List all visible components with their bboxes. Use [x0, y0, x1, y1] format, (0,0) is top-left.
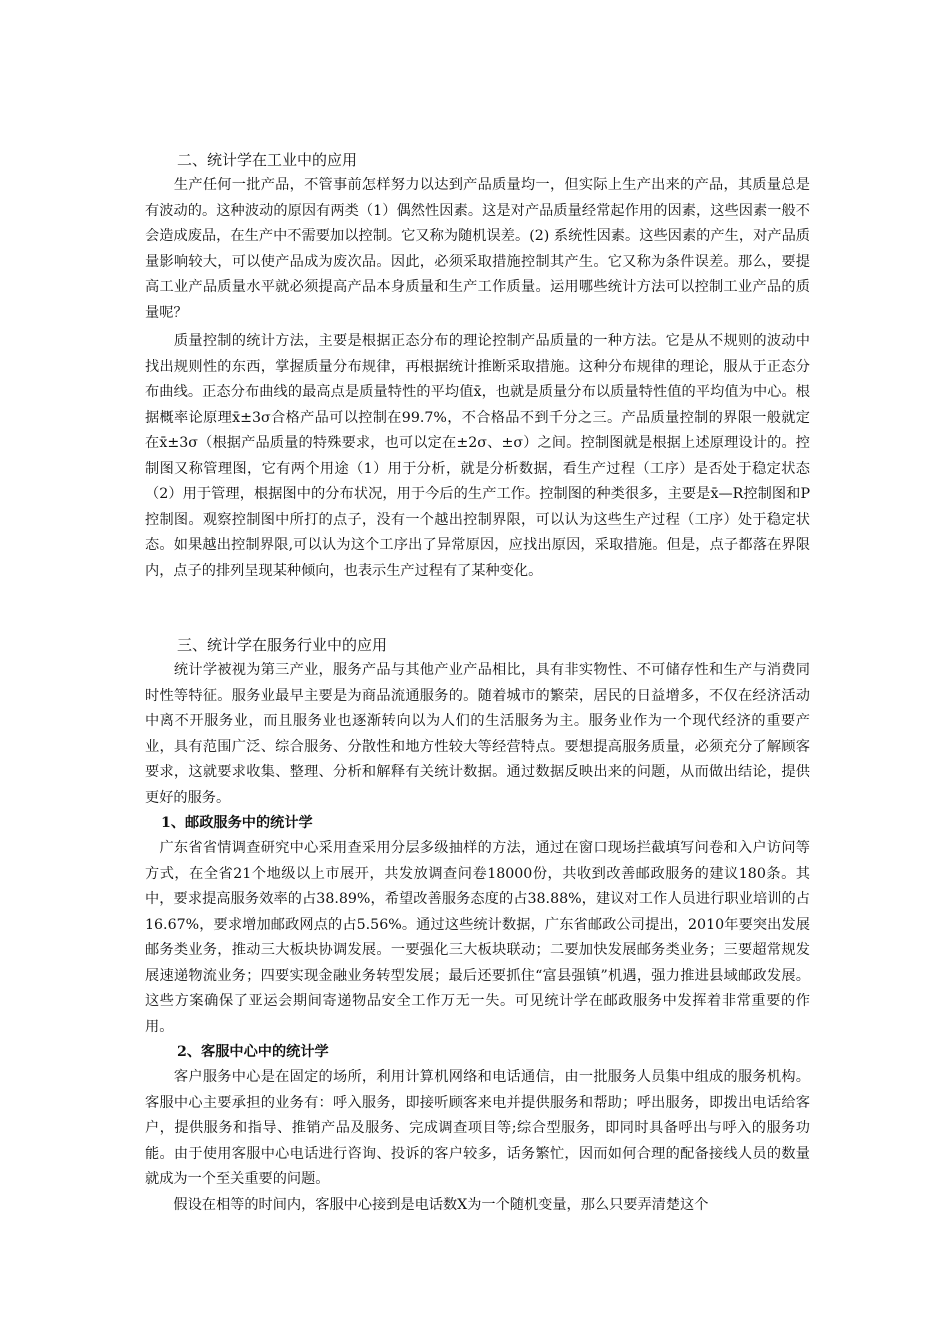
document-page	[145, 148, 810, 1233]
paragraph-quality-control: 质量控制的统计方法，主要是根据正态分布的理论控制产品质量的一种方法。它是从不规则的波动中找出规则性的东西，掌握质量分布规律，再根据统计推断采取措施。这种分布规律的理论，服从于正态分布曲线。正态分布曲线的最高点是质量特性的平均值x̄，也就是质量分布以质量特性值的平均值为中心。根据概率论原理x̄±3σ合格产品可以控制在99.7%，不合格品不到千分之三。产品质量控制的界限一般就定在x̄±3σ（根据产品质量的特殊要求，也可以定在±2σ、±σ）之间。控制图就是根据上述原理设计的。控制图又称管理图，它有两个用途（1）用于分析，就是分析数据，看生产过程（工序）是否处于稳定状态（2）用于管理，根据图中的分布状况，用于今后的生产工作。控制图的种类很多，主要是x̄—R控制图和P控制图。观察控制图中所打的点子，没有一个越出控制界限，可以认为这些生产过程（工序）处于稳定状态。如果越出控制界限,可以认为这个工序出了异常原因，应找出原因，采取措施。但是，点子都落在界限内，点子的排列呈现某种倾向，也表示生产过程有了某种变化。	[145, 333, 810, 579]
paragraph-random-variable: 假设在相等的时间内，客服中心接到是电话数X为一个随机变量，那么只要弄清楚这个	[145, 1197, 709, 1213]
subheading-postal: 1、邮政服务中的统计学	[161, 815, 313, 831]
paragraph-service-industry: 统计学被视为第三产业，服务产品与其他产业产品相比，具有非实物性、不可储存性和生产与消费同时性等特征。服务业最早主要是为商品流通服务的。随着城市的繁荣，居民的日益增多，不仅在经济活动中离不开服务业，而且服务业也逐渐转向以为人们的生活服务为主。服务业作为一个现代经济的重要产业，具有范围广泛、综合服务、分散性和地方性较大等经营特点。要想提高服务质量，必须充分了解顾客要求，这就要求收集、整理、分析和解释有关统计数据。通过数据反映出来的问题，从而做出结论，提供更好的服务。	[145, 662, 810, 806]
section-heading-service: 三、统计学在服务行业中的应用	[177, 636, 388, 654]
subheading-call-center: 2、客服中心中的统计学	[177, 1044, 329, 1060]
paragraph-quality-variation: 生产任何一批产品，不管事前怎样努力以达到产品质量均一，但实际上生产出来的产品，其质量总是有波动的。这种波动的原因有两类（1）偶然性因素。这是对产品质量经常起作用的因素，这些因素一般不会造成废品，在生产中不需要加以控制。它又称为随机误差。(2) 系统性因素。这些因素的产生，对产品质量影响较大，可以使产品成为废次品。因此，必须采取措施控制其产生。它又称为条件误差。那么，要提高工业产品质量水平就必须提高产品本身质量和生产工作质量。运用哪些统计方法可以控制工业产品的质量呢？	[145, 177, 810, 321]
paragraph-postal-survey: 广东省省情调查研究中心采用查采用分层多级抽样的方法，通过在窗口现场拦截填写问卷和入户访问等方式，在全省21个地级以上市展开，共发放调查问卷18000份，共收到改善邮政服务的建议180条。其中，要求提高服务效率的占38.89%，希望改善服务态度的占38.88%，建议对工作人员进行职业培训的占16.67%，要求增加邮政网点的占5.56%。通过这些统计数据，广东省邮政公司提出，2010年要突出发展邮务类业务，推动三大板块协调发展。一要强化三大板块联动；二要加快发展邮务类业务；三要超常规发展速递物流业务；四要实现金融业务转型发展；最后还要抓住“富县强镇”机遇，强力推进县域邮政发展。这些方案确保了亚运会期间寄递物品安全工作万无一失。可见统计学在邮政服务中发挥着非常重要的作用。	[145, 840, 810, 1035]
section-heading-industry: 二、统计学在工业中的应用	[177, 151, 358, 169]
paragraph-call-center: 客户服务中心是在固定的场所，利用计算机网络和电话通信，由一批服务人员集中组成的服务机构。客服中心主要承担的业务有：呼入服务，即接听顾客来电并提供服务和帮助；呼出服务，即拨出电话给客户，提供服务和指导、推销产品及服务、完成调查项目等;综合型服务，即同时具备呼出与呼入的服务功能。由于使用客服中心电话进行咨询、投诉的客户较多，话务繁忙，因而如何合理的配备接线人员的数量就成为一个至关重要的问题。	[145, 1069, 810, 1187]
section-spacer	[145, 608, 810, 633]
